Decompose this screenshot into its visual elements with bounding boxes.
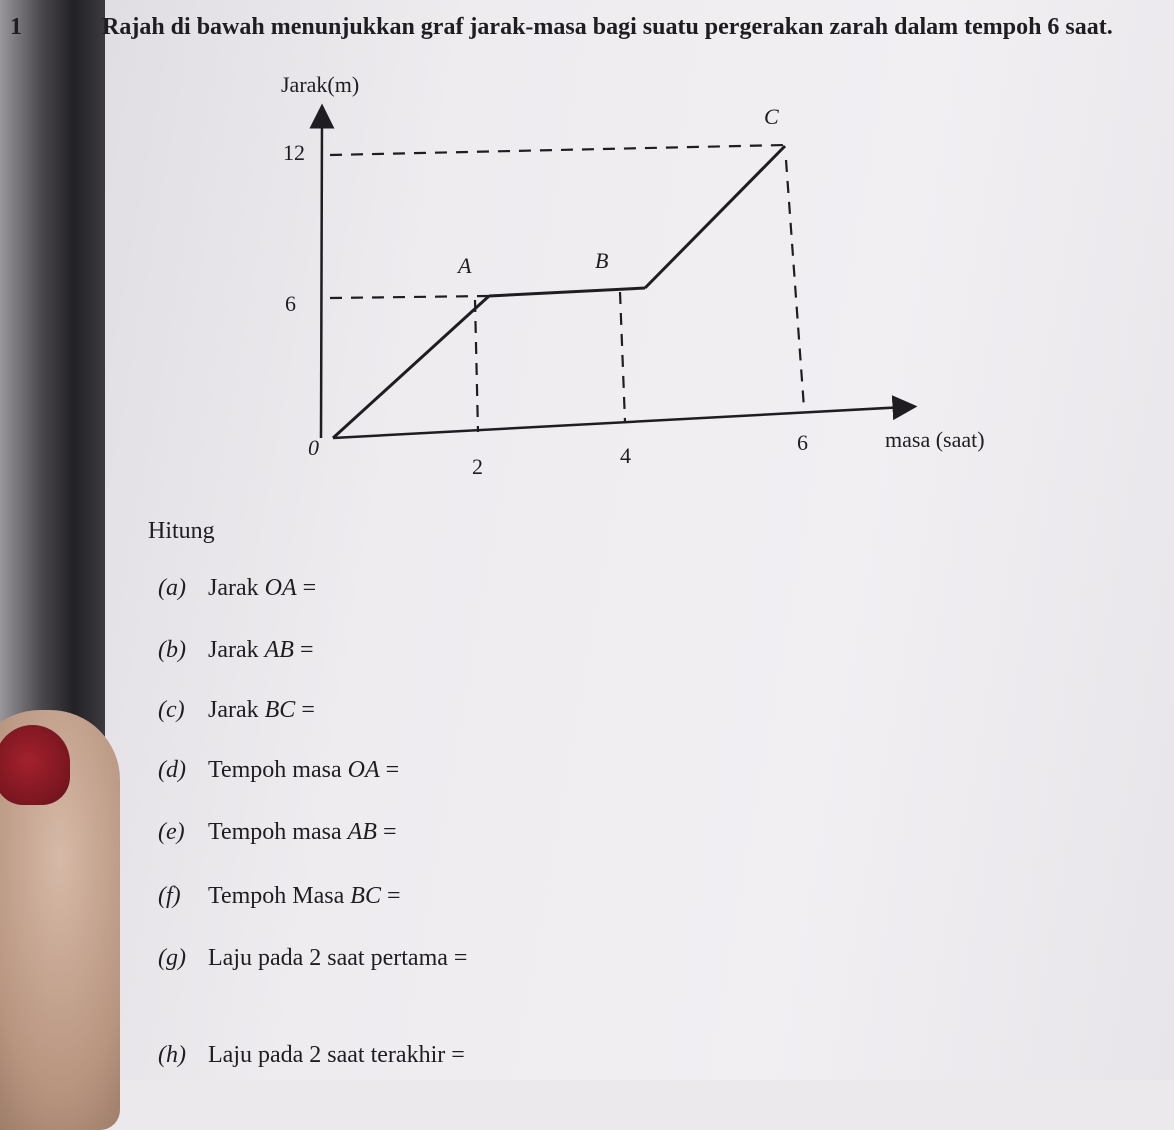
x-tick-2: 2 xyxy=(472,454,483,479)
part-text: Jarak xyxy=(208,575,265,601)
part-label: (g) xyxy=(158,945,186,971)
question-part xyxy=(158,1042,465,1069)
point-label-c: C xyxy=(764,104,779,129)
graph-segment xyxy=(645,146,785,288)
question-number: 1 xyxy=(10,14,22,40)
part-label: (b) xyxy=(158,637,186,663)
question-part xyxy=(158,757,399,784)
fingernail xyxy=(0,725,70,805)
part-variable: AB xyxy=(347,819,377,845)
part-label: (f) xyxy=(158,883,181,909)
graph-segment xyxy=(333,296,489,438)
origin-label: 0 xyxy=(308,435,319,460)
part-equals: = xyxy=(296,575,317,601)
hitung-heading: Hitung xyxy=(148,518,215,544)
x-tick-4: 4 xyxy=(620,443,631,468)
graph-segment xyxy=(489,288,645,296)
guide-line-t4 xyxy=(620,292,625,422)
guide-line-t6 xyxy=(786,160,804,408)
guide-line-6 xyxy=(330,296,489,298)
question-part xyxy=(158,819,397,846)
y-axis xyxy=(321,116,322,438)
part-text: Laju pada 2 saat pertama = xyxy=(208,945,468,971)
guide-line-12 xyxy=(330,145,785,155)
question-part xyxy=(158,883,401,910)
y-tick-6: 6 xyxy=(285,291,296,316)
question-part xyxy=(158,697,315,724)
part-equals: = xyxy=(379,757,400,783)
question-part xyxy=(158,945,467,972)
question-text: Rajah di bawah menunjukkan graf jarak-masa bagi suatu pergerakan zarah dalam tempoh 6 saat. xyxy=(102,14,1113,40)
part-variable: BC xyxy=(264,697,296,723)
part-text: Jarak xyxy=(208,637,265,663)
guide-line-t2 xyxy=(475,300,478,432)
point-label-a: A xyxy=(458,253,472,278)
part-text: Jarak xyxy=(208,697,265,723)
part-variable: AB xyxy=(264,637,294,663)
part-label: (a) xyxy=(158,575,186,601)
part-equals: = xyxy=(293,637,314,663)
part-variable: OA xyxy=(347,757,380,783)
y-tick-12: 12 xyxy=(283,140,305,165)
part-equals: = xyxy=(380,883,401,909)
x-axis-label: masa (saat) xyxy=(885,427,985,452)
part-label: (d) xyxy=(158,757,186,783)
part-text: Tempoh Masa xyxy=(208,883,351,909)
part-label: (h) xyxy=(158,1042,186,1068)
part-text: Tempoh masa xyxy=(208,757,348,783)
point-label-b: B xyxy=(595,248,609,273)
part-variable: BC xyxy=(350,883,381,909)
part-text: Laju pada 2 saat terakhir = xyxy=(208,1042,465,1068)
question-part xyxy=(158,637,314,664)
question-part xyxy=(158,575,316,602)
distance-time-graph xyxy=(0,0,1174,500)
y-axis-label: Jarak(m) xyxy=(281,72,360,97)
part-label: (e) xyxy=(158,819,185,845)
part-text: Tempoh masa xyxy=(208,819,348,845)
part-label: (c) xyxy=(158,697,185,723)
x-tick-6: 6 xyxy=(797,430,808,455)
x-axis xyxy=(333,407,905,438)
part-equals: = xyxy=(295,697,315,723)
part-variable: OA xyxy=(264,575,297,601)
part-equals: = xyxy=(376,819,397,845)
